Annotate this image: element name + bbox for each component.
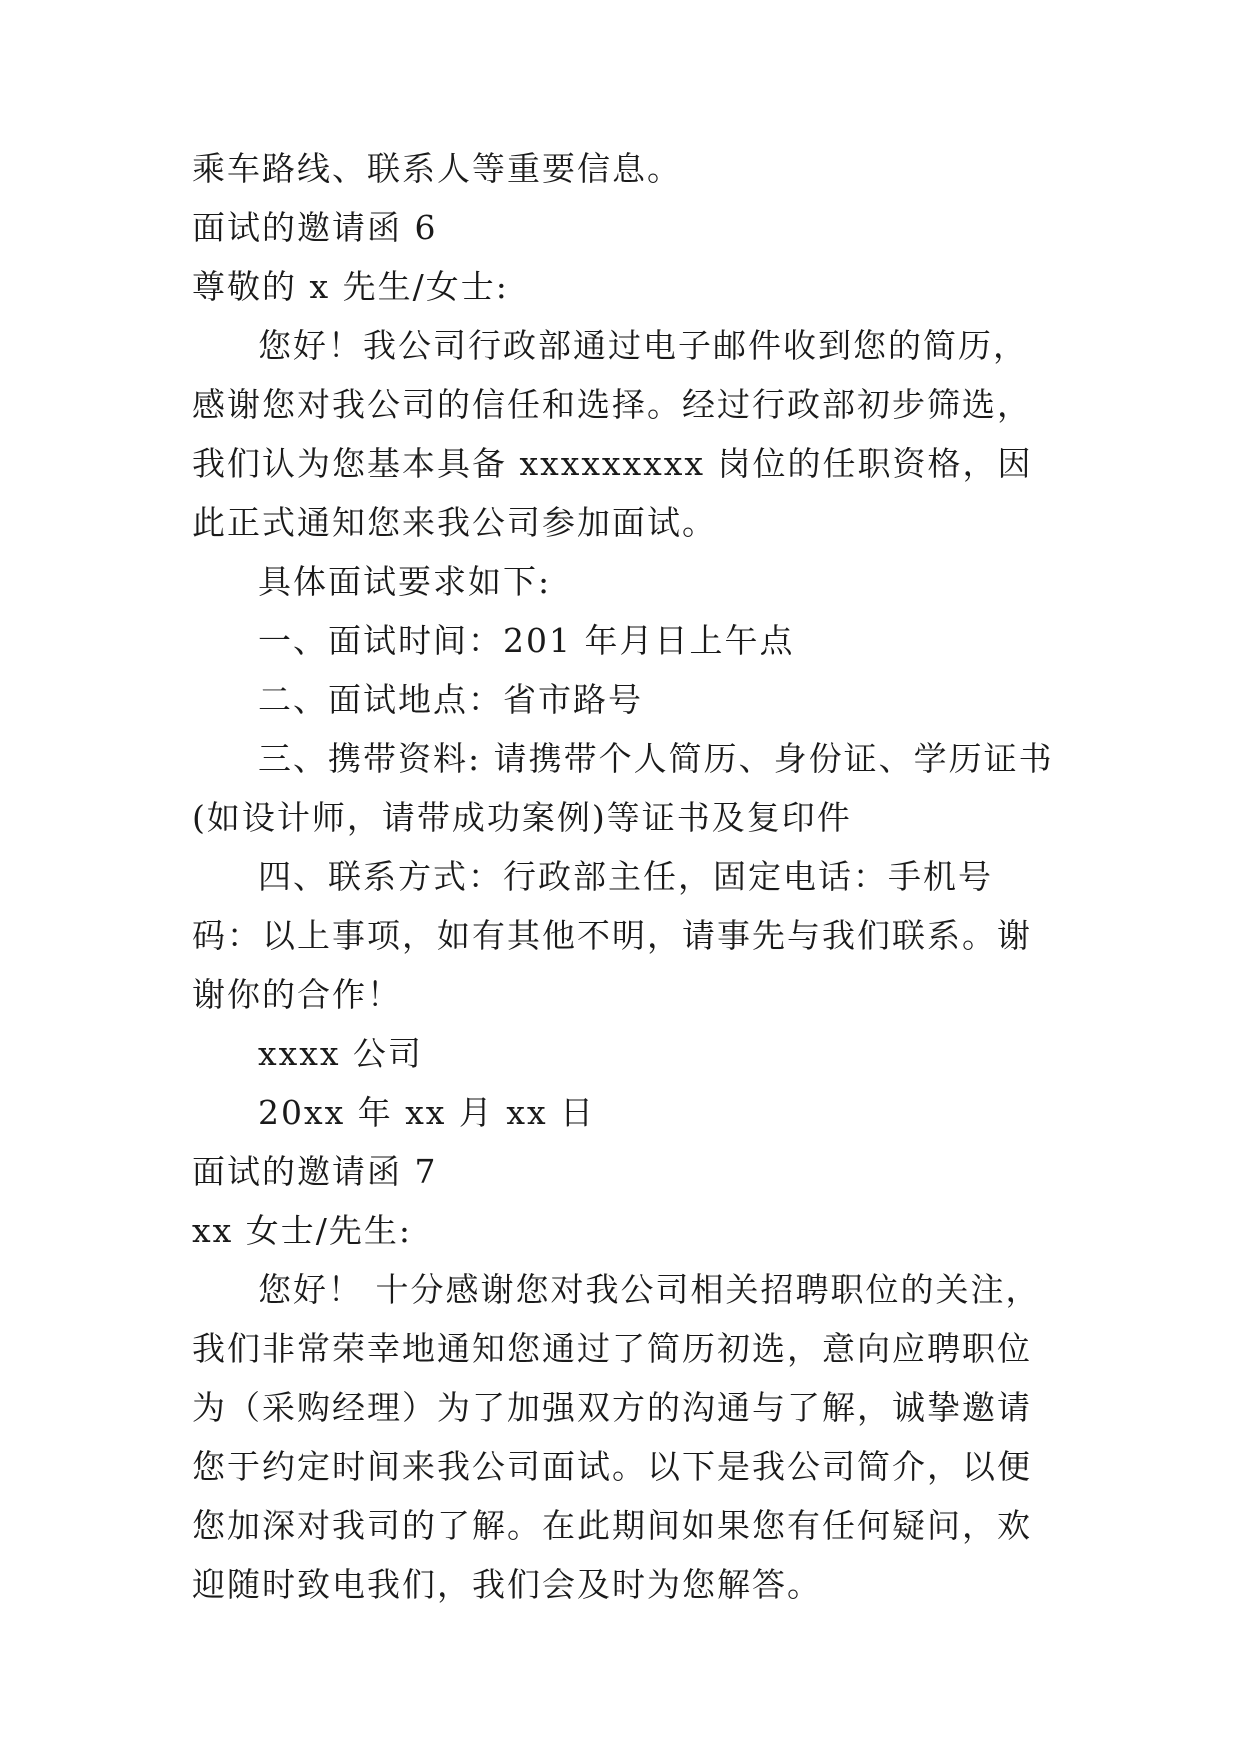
- requirement-location: 二、面试地点：省市路号: [258, 680, 643, 719]
- letter-6-salutation: 尊敬的 x 先生/女士:: [192, 267, 509, 306]
- requirement-time: 一、面试时间：201 年月日上午点: [258, 621, 795, 660]
- letter-7-body: 您好！ 十分感谢您对我公司相关招聘职位的关注，我们非常荣幸地通知您通过了简历初选，意向应聘职位为（采购经理）为了加强双方的沟通与了解，诚挚邀请您于约定时间来我公司面试。以下是我公司简介，以便您加深对我司的了解。在此期间如果您有任何疑问，欢迎随时致电我们，我们会及时为您解答。: [192, 1270, 1041, 1604]
- letter-6-title: 面试的邀请函 6: [192, 208, 438, 247]
- letter-7-salutation: xx 女士/先生:: [192, 1211, 412, 1250]
- requirement-contact: 四、联系方式：行政部主任，固定电话：手机号码：以上事项，如有其他不明，请事先与我们联系。谢谢你的合作！: [192, 857, 1032, 1014]
- letter-7-title: 面试的邀请函 7: [192, 1152, 438, 1191]
- document-body: [192, 139, 1054, 1614]
- letter-6-company: xxxx 公司: [258, 1034, 423, 1073]
- requirement-materials: 三、携带资料: 请携带个人简历、身份证、学历证书(如设计师，请带成功案例)等证书及复印件: [192, 739, 1054, 837]
- letter-6-date: 20xx 年 xx 月 xx 日: [258, 1093, 596, 1132]
- requirements-intro: 具体面试要求如下:: [258, 562, 552, 601]
- letter-6-body: 您好！我公司行政部通过电子邮件收到您的简历，感谢您对我公司的信任和选择。经过行政部初步筛选，我们认为您基本具备 xxxxxxxxx 岗位的任职资格，因此正式通知您来我公司参加面试。: [192, 326, 1033, 542]
- carryover-line: 乘车路线、联系人等重要信息。: [192, 149, 682, 188]
